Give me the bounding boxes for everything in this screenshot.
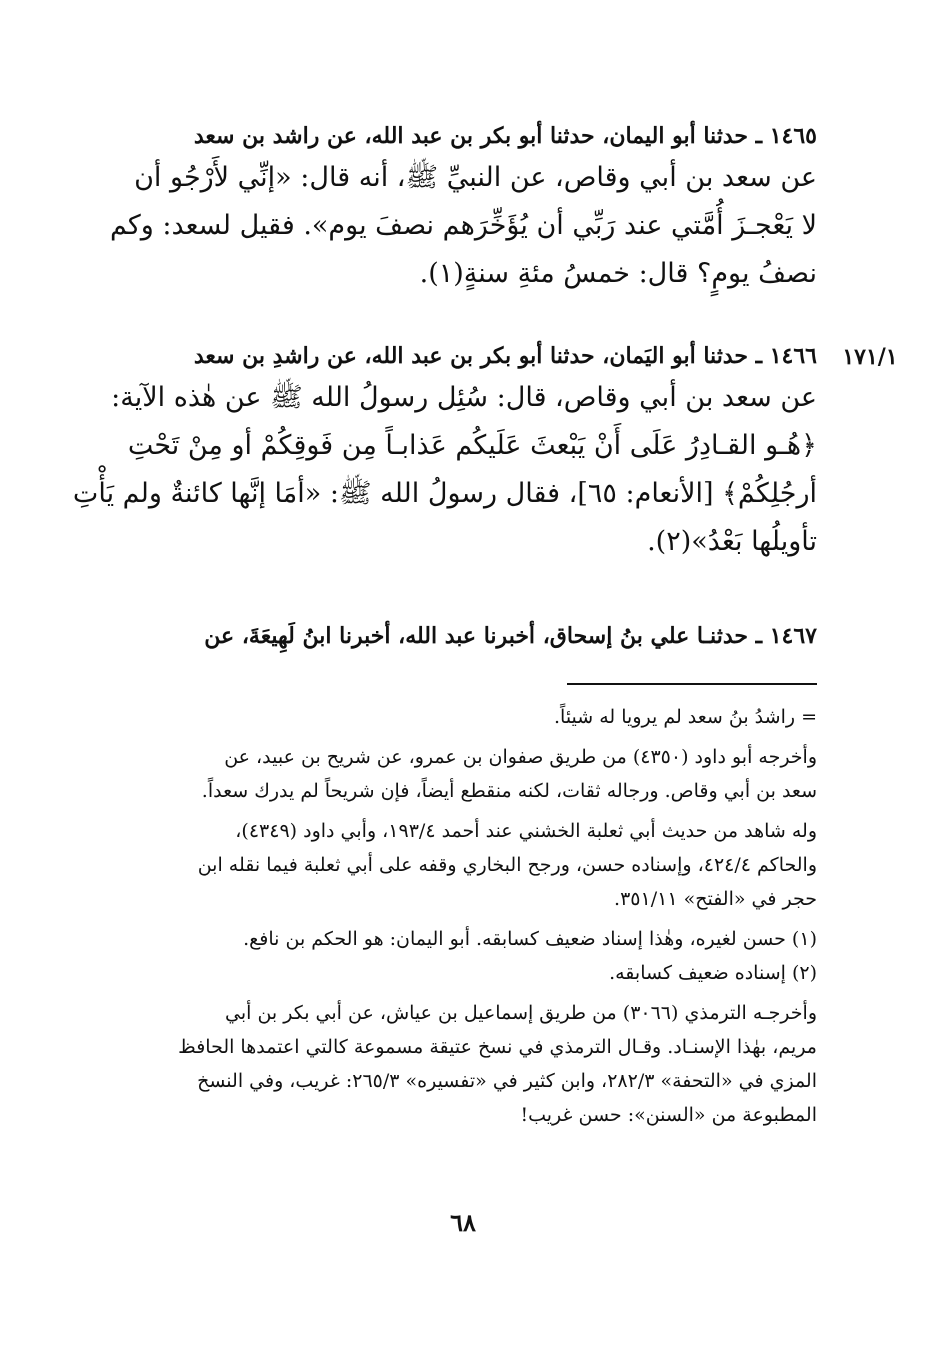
footnote-line: المطبوعة من «السنن»: حسن غريب! [520, 1104, 817, 1126]
margin-reference: ١٧١/١ [842, 344, 898, 370]
footnote-line: وأخرجـه الترمذي (٣٠٦٦) من طريق إسماعيل بن عياش، عن أبي بكر بن أبي [225, 1002, 817, 1024]
footnote-separator [567, 683, 817, 685]
hadith-isnad: ١٤٦٦ ـ حدثنا أبو اليَمان، حدثنا أبو بكر بن عبد الله، عن راشدِ بن سعد [193, 343, 817, 369]
hadith-isnad: ١٤٦٧ ـ حدثنـا علي بنُ إسحاق، أخبرنا عبد الله، أخبرنا ابنُ لَهِيعَةَ، عن [204, 623, 817, 649]
hadith-text [100, 154, 817, 298]
footnote-line: والحاكم ٤٢٤/٤، وإسناده حسن، ورجح البخاري وقفه على أبي ثعلبة فيما نقله ابن [197, 854, 817, 876]
hadith-line: لا يَعْجـزَ أُمَّتي عند رَبِّي أن يُؤَخِّرَهم نصفَ يوم». فقيل لسعد: وكم [109, 210, 817, 241]
hadith-line: نصفُ يومٍ؟ قال: خمسُ مئةِ سنةٍ(١). [419, 258, 817, 289]
footnote-line: = راشدُ بنُ سعد لم يرويا له شيئاً. [553, 706, 817, 728]
hadith-line: عن سعد بن أبي وقاص، عن النبيِّ ﷺ، أنه قال: «إنِّي لأَرْجُو أن [134, 162, 817, 193]
footnote-line: وله شاهد من حديث أبي ثعلبة الخشني عند أحمد ١٩٣/٤، وأبي داود (٤٣٤٩)، [235, 820, 817, 842]
footnote-line: سعد بن أبي وقاص. ورجاله ثقات، لكنه منقطع أيضاً، فإن شريحاً لم يدرك سعداً. [201, 780, 817, 802]
hadith-1465 [100, 118, 817, 298]
hadith-isnad: ١٤٦٥ ـ حدثنا أبو اليمان، حدثنا أبو بكر بن عبد الله، عن راشد بن سعد [193, 123, 817, 149]
hadith-line: تأويلُها بَعْدُ»(٢). [647, 526, 817, 557]
footnote-line: حجر في «الفتح» ٣٥١/١١. [614, 888, 817, 910]
hadith-line: ﴿هُـو القـادِرُ عَلَى أَنْ يَبْعثَ عَلَيكُم عَذابـاً مِن فَوقِكُمْ أو مِنْ تَحْتِ [127, 430, 817, 461]
hadith-line: عن سعد بن أبي وقاص، قال: سُئِل رسولُ الله ﷺ عن هٰذه الآية: [111, 382, 817, 413]
page-number: ٦٨ [450, 1208, 476, 1237]
footnote-line: وأخرجه أبو داود (٤٣٥٠) من طريق صفوان بن عمرو، عن شريح بن عبيد، عن [224, 746, 817, 768]
footnote-2: (٢) إسناده ضعيف كسابقه. [609, 962, 817, 984]
hadith-1467 [100, 618, 817, 654]
hadith-1466 [72, 338, 817, 566]
footnotes [100, 700, 817, 1132]
footnote-line: المزي في «التحفة» ٢٨٢/٣، وابن كثير في «تفسيره» ٢٦٥/٣: غريب، وفي النسخ [197, 1070, 817, 1092]
hadith-text [72, 374, 817, 566]
hadith-line: أرجُلِكُمْ﴾ [الأنعام: ٦٥]، فقال رسولُ الله ﷺ: «أمَا إنَّها كائنةٌ ولم يَأْتِ [72, 478, 817, 509]
footnote-1: (١) حسن لغيره، وهٰذا إسناد ضعيف كسابقه. أبو اليمان: هو الحكم بن نافع. [243, 928, 817, 950]
footnote-line: مريم، بهٰذا الإسنـاد. وقـال الترمذي في نسخ عتيقة مسموعة كالتي اعتمدها الحافظ [178, 1036, 817, 1058]
